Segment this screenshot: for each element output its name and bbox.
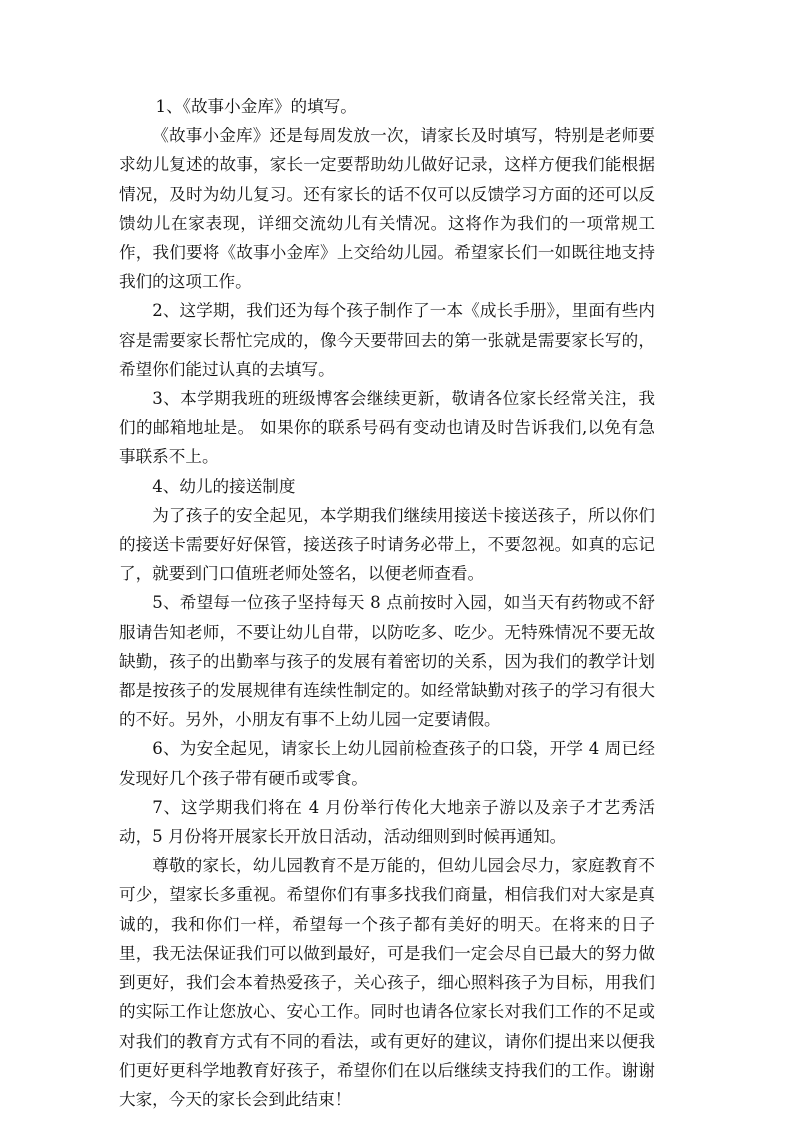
paragraph-closing: 尊敬的家长，幼儿园教育不是万能的，但幼儿园会尽力，家庭教育不可少，望家长多重视。希望你们有事多找我们商量，相信我们对大家是真诚的，我和你们一样，希望每一个孩子都有美好的明天。在将来的日子里，我无法保证我们可以做到最好，可是我们一定会尽自已最大的努力做到更好，我们会本着热爱孩子，关心孩子，细心照料孩子为目标，用我们的实际工作让您放心、安心工作。同时也请各位家长对我们工作的不足或对我们的教育方式有不同的看法，或有更好的建议，请你们提出来以便我们更好更科学地教育好孩子，希望你们在以后继续支持我们的工作。谢谢大家，今天的家长会到此结束！ (119, 856, 655, 1109)
section-heading-story-treasury: 1、《故事小金库》的填写。 (155, 97, 357, 116)
paragraph-growth-handbook: 2、这学期，我们还为每个孩子制作了一本《成长手册》，里面有些内容是需要家长帮忙完成的，像今天要带回去的第一张就是需要家长写的，希望你们能过认真的去填写。 (119, 301, 655, 379)
paragraph-pickup-card: 为了孩子的安全起见，本学期我们继续用接送卡接送孩子，所以你们的接送卡需要好好保管，接送孩子时请务必带上，不要忽视。如真的忘记了，就要到门口值班老师处签名，以便老师查看。 (119, 505, 655, 584)
document-body (119, 92, 655, 1114)
paragraph-activities: 7、这学期我们将在 4 月份举行传化大地亲子游以及亲子才艺秀活动，5 月份将开展家长开放日活动，活动细则到时候再通知。 (119, 797, 655, 847)
paragraph-attendance: 5、希望每一位孩子坚持每天 8 点前按时入园，如当天有药物或不舒服请告知老师，不要让幼儿自带，以防吃多、吃少。无特殊情况不要无故缺勤，孩子的出勤率与孩子的发展有着密切的关系，因为我们的教学计划都是按孩子的发展规律有连续性制定的。如经常缺勤对孩子的学习有很大的不好。另外，小朋友有事不上幼儿园一定要请假。 (119, 593, 655, 730)
paragraph-class-blog: 3、本学期我班的班级博客会继续更新，敬请各位家长经常关注，我们的邮箱地址是。 如果你的联系号码有变动也请及时告诉我们,以免有急事联系不上。 (119, 389, 655, 467)
paragraph-story-treasury: 《故事小金库》还是每周发放一次，请家长及时填写，特别是老师要求幼儿复述的故事，家长一定要帮助幼儿做好记录，这样方便我们能根据情况，及时为幼儿复习。还有家长的话不仅可以反馈学习方面的还可以反馈幼儿在家表现，详细交流幼儿有关情况。这将作为我们的一项常规工作，我们要将《故事小金库》上交给幼儿园。希望家长们一如既往地支持我们的这项工作。 (119, 126, 655, 292)
section-heading-pickup-system: 4、幼儿的接送制度 (152, 476, 296, 496)
paragraph-safety-check: 6、为安全起见，请家长上幼儿园前检查孩子的口袋，开学 4 周已经发现好几个孩子带有硬币或零食。 (119, 739, 655, 788)
